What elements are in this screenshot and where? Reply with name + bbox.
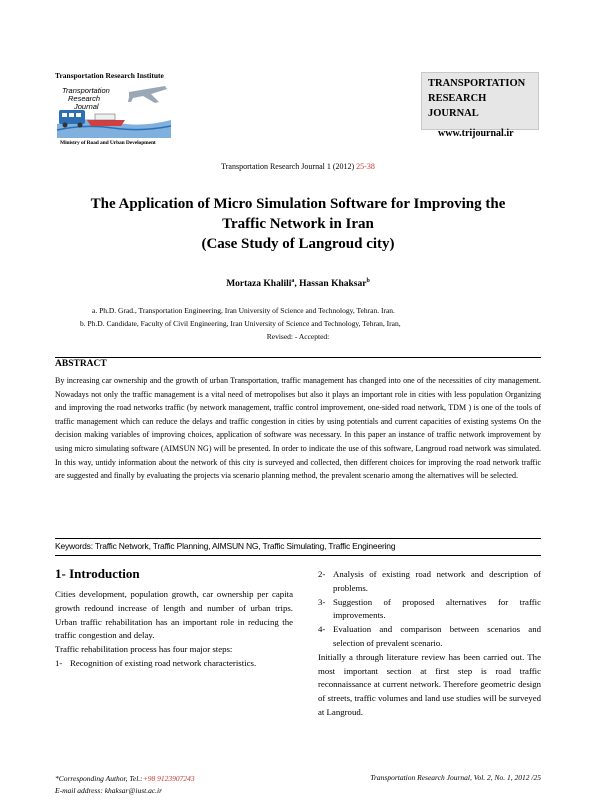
corresponding-line xyxy=(55,773,195,785)
affiliation-b: b. Ph.D. Candidate, Faculty of Civil Engineering, Iran University of Science and Technology, Tehran, Iran, xyxy=(80,319,401,328)
abstract-body: By increasing car ownership and the growth of urban Transportation, traffic management has changed into one of the necessities of city management. Nowadays not only the traffic management is a vital need of metropolises but also it plays an important role in cities with less population Organizing and improving the road networks traffic (by network management, traffic control improvement, one-sided road network, TDM ) is one of the tools of traffic management which can reduce the delays and traffic congestion in cities by using potentials and current capacities of existing systems On the decision making variables of improving choices, application of software was necessary. In this paper an instance of traffic network improvement by using micro simulating software (AIMSUN NG) will be presented. In order to indicate the use of this software, Langroud road network was simulated. In this way, untidy information about the network of this city is surveyed and collected, then different choices for improving the road network traffic are suggested and finally by evaluating the projects via scenario planning method, the prevalent scenario among the alternatives will be selected. xyxy=(55,376,541,481)
section-title: 1- Introduction xyxy=(55,566,140,581)
step-text: Recognition of existing road network characteristics. xyxy=(70,657,257,668)
step-number: 1- xyxy=(55,657,63,668)
intro-paragraph-2: Traffic rehabilitation process has four major steps: xyxy=(55,644,233,655)
author-1: Mortaza Khalili xyxy=(226,279,292,290)
email-line[interactable]: E-mail address: khaksar@iust.ac.ir xyxy=(55,786,163,795)
paper-title xyxy=(60,194,536,254)
logo-text-1: Transportation xyxy=(62,86,110,95)
logo-text-2: Research xyxy=(68,94,101,103)
author-list xyxy=(0,278,596,289)
step-number: 3- xyxy=(318,596,326,607)
keywords: Keywords: Traffic Network, Traffic Planning, AIMSUN NG, Traffic Simulating, Traffic Engineering xyxy=(55,541,396,551)
keywords-top-rule xyxy=(55,538,541,539)
abstract-top-rule xyxy=(55,357,541,358)
keywords-bottom-rule xyxy=(55,555,541,556)
citation-pages: 25-38 xyxy=(356,162,375,171)
author-2: Hassan Khaksar xyxy=(299,279,367,290)
institute-name: Transportation Research Institute xyxy=(55,71,164,80)
step-number: 4- xyxy=(318,624,326,635)
logo-text-3: Journal xyxy=(74,102,99,111)
corresponding-label: *Corresponding Author, Tel.: xyxy=(55,774,143,783)
affiliation-a: a. Ph.D. Grad., Transportation Engineering, Iran University of Science and Technology, Tehran. Iran. xyxy=(92,306,395,315)
citation-text: Transportation Research Journal 1 (2012) xyxy=(221,162,355,171)
journal-name-line-3: JOURNAL xyxy=(428,108,479,119)
ministry-name: Ministry of Road and Urban Development xyxy=(60,140,156,146)
step-item xyxy=(318,623,541,651)
revision-dates: Revised: - Accepted: xyxy=(266,332,330,341)
footer-journal-ref: Transportation Research Journal, Vol. 2, No. 1, 2012 /25 xyxy=(370,773,541,782)
author-1-sup: a xyxy=(291,278,295,284)
step-item xyxy=(318,596,541,624)
intro-paragraph-1: Cities development, population growth, car ownership per capita growth redound increase of length and number of urban trips. Urban traffic rehabilitation has an important role in reducing the traffic congestion and delay. xyxy=(55,589,293,641)
logo-graphic xyxy=(55,80,173,138)
title-line-2: Traffic Network in Iran xyxy=(222,216,374,232)
step-text: Evaluation and comparison between scenarios and selection of prevalent scenario. xyxy=(333,624,541,648)
author-separator: , xyxy=(294,279,300,290)
journal-logo xyxy=(55,80,173,138)
author-2-sup: b xyxy=(366,278,370,284)
phone-number: +98 9123907243 xyxy=(142,774,195,783)
step-text: Analysis of existing road network and description of problems. xyxy=(333,569,541,593)
step-item xyxy=(318,568,541,596)
journal-website[interactable]: www.trijournal.ir xyxy=(438,128,514,139)
intro-paragraph-3: Initially a through literature review has been carried out. The most important section at first step is road traffic reconnaissance at current network. Therefore geometric design of streets, traffic volumes and land use studies will be surveyed at Langroud. xyxy=(318,651,541,717)
step-item xyxy=(55,657,293,671)
left-column xyxy=(55,588,293,671)
step-text: Suggestion of proposed alternatives for traffic improvements. xyxy=(333,596,541,621)
journal-name-box xyxy=(421,72,539,130)
footer-contact xyxy=(55,773,195,797)
title-line-3: (Case Study of Langroud city) xyxy=(201,236,395,252)
journal-name-line-2: RESEARCH xyxy=(428,93,487,104)
citation-line xyxy=(0,162,596,171)
abstract-heading: ABSTRACT xyxy=(55,359,107,369)
title-line-1: The Application of Micro Simulation Software for Improving the xyxy=(90,196,506,212)
journal-name-line-1: TRANSPORTATION xyxy=(428,78,526,89)
step-number: 2- xyxy=(318,569,326,579)
right-column xyxy=(318,568,541,720)
